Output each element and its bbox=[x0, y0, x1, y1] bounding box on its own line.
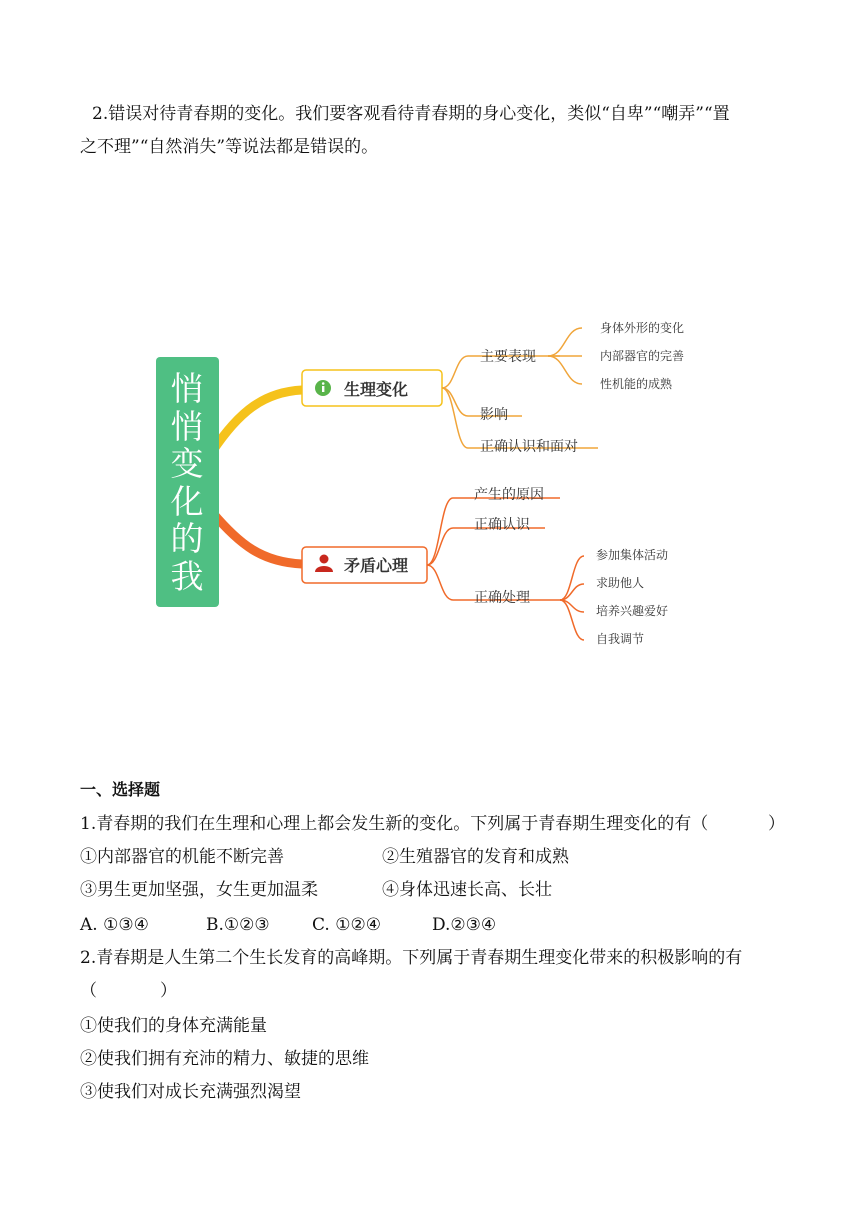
branch1-sub-main: 主要表现 bbox=[480, 349, 536, 365]
q2-option-3: ③使我们对成长充满强烈渴望 bbox=[80, 1082, 301, 1102]
branch1-sub-influence: 影响 bbox=[480, 407, 508, 423]
q1-choice-a: A. ①③④ bbox=[80, 915, 149, 935]
root-char-1: 悄 bbox=[170, 369, 204, 408]
connector-root-branch2 bbox=[212, 512, 302, 564]
q1-choice-b: B.①②③ bbox=[206, 915, 270, 935]
root-char-6: 我 bbox=[170, 557, 204, 596]
branch1-main-item-2: 内部器官的完善 bbox=[600, 349, 685, 363]
q1-choice-c: C. ①②④ bbox=[312, 915, 381, 935]
q2-stem: 2.青春期是人生第二个生长发育的高峰期。下列属于青春期生理变化带来的积极影响的有 bbox=[80, 948, 743, 968]
intro-line-2: 之不理”“自然消失”等说法都是错误的。 bbox=[80, 137, 379, 157]
branch1-main-item-1: 身体外形的变化 bbox=[600, 321, 685, 335]
q2-option-1: ①使我们的身体充满能量 bbox=[80, 1016, 267, 1036]
q1-stem: 1.青春期的我们在生理和心理上都会发生新的变化。下列属于青春期生理变化的有（ bbox=[80, 814, 709, 834]
branch1-label: 生理变化 bbox=[344, 380, 409, 399]
branch2-label: 矛盾心理 bbox=[344, 556, 409, 575]
connector-root-branch1 bbox=[212, 390, 302, 452]
branch2-sub-handle: 正确处理 bbox=[474, 590, 530, 606]
root-char-2: 悄 bbox=[170, 407, 204, 446]
branch2-handle-item-2: 求助他人 bbox=[596, 576, 645, 590]
branch1-main-item-3: 性机能的成熟 bbox=[600, 377, 673, 391]
q2-paren-open: （ bbox=[80, 981, 97, 1001]
mind-map bbox=[0, 300, 860, 660]
q2-paren-close: ） bbox=[160, 981, 177, 1001]
q1-option-1: ①内部器官的机能不断完善 bbox=[80, 847, 284, 867]
branch1-sub-correct: 正确认识和面对 bbox=[480, 439, 578, 455]
branch2-sub-recognize: 正确认识 bbox=[474, 517, 530, 533]
branch2-handle-item-1: 参加集体活动 bbox=[596, 548, 669, 562]
info-icon bbox=[315, 380, 331, 396]
branch2-sub-cause: 产生的原因 bbox=[474, 487, 544, 503]
branch2-handle-item-4: 自我调节 bbox=[596, 632, 645, 646]
section-title: 一、选择题 bbox=[80, 780, 161, 799]
q1-option-4: ④身体迅速长高、长壮 bbox=[382, 880, 552, 900]
q1-choice-d: D.②③④ bbox=[432, 915, 497, 935]
q1-stem-close: ） bbox=[768, 814, 785, 834]
q1-option-3: ③男生更加坚强，女生更加温柔 bbox=[80, 880, 318, 900]
branch2-handle-item-3: 培养兴趣爱好 bbox=[596, 604, 669, 618]
root-char-3: 变 bbox=[170, 444, 204, 483]
q1-option-2: ②生殖器官的发育和成熟 bbox=[382, 847, 569, 867]
root-char-5: 的 bbox=[170, 519, 204, 558]
q2-option-2: ②使我们拥有充沛的精力、敏捷的思维 bbox=[80, 1049, 369, 1069]
root-char-4: 化 bbox=[170, 482, 204, 521]
intro-line-1: 2.错误对待青春期的变化。我们要客观看待青春期的身心变化，类似“自卑”“嘲弄”“置 bbox=[92, 104, 730, 124]
